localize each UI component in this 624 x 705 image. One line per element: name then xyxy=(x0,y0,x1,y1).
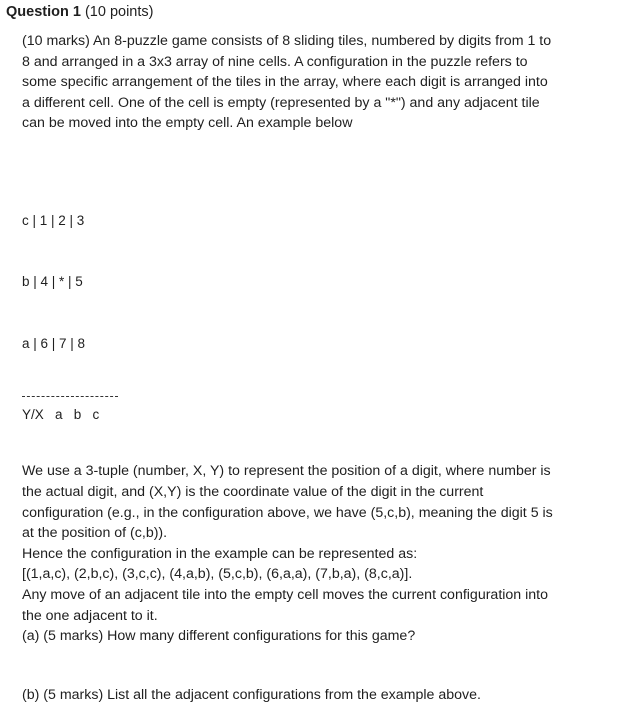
intro-line: some specific arrangement of the tiles in the array, where each digit is arranged into xyxy=(22,74,548,91)
grid-divider xyxy=(22,396,118,397)
grid-row-b: b | 4 | * | 5 xyxy=(22,274,83,290)
body-line: the one adjacent to it. xyxy=(22,607,158,624)
grid-row-a: a | 6 | 7 | 8 xyxy=(22,335,86,351)
body-line: Any move of an adjacent tile into the empty cell moves the current configuration into xyxy=(22,587,549,604)
intro-paragraph xyxy=(22,31,618,134)
body-line: [(1,a,c), (2,b,c), (3,c,c), (4,a,b), (5,c,b), (6,a,a), (7,b,a), (8,c,a)]. xyxy=(22,566,413,583)
intro-line: can be moved into the empty cell. An example below xyxy=(22,115,353,132)
body-line: Hence the configuration in the example can be represented as: xyxy=(22,545,418,562)
part-a-question: (a) (5 marks) How many different configurations for this game? xyxy=(22,628,416,645)
question-title: Question 1 xyxy=(6,4,81,20)
grid-row-c: c | 1 | 2 | 3 xyxy=(22,212,85,228)
question-body xyxy=(22,31,618,705)
intro-line: (10 marks) An 8-puzzle game consists of 8 sliding tiles, numbered by digits from 1 to xyxy=(22,33,552,49)
explanation-paragraph xyxy=(22,461,618,646)
question-points: (10 points) xyxy=(84,4,154,20)
part-b-question xyxy=(22,685,618,705)
intro-line: a different cell. One of the cell is empty (represented by a "*") and any adjacent tile xyxy=(22,94,540,111)
puzzle-grid xyxy=(22,170,618,396)
body-line: at the position of (c,b)). xyxy=(22,525,168,542)
intro-line: 8 and arranged in a 3x3 array of nine cells. A configuration in the puzzle refers to xyxy=(22,53,528,70)
body-line: We use a 3-tuple (number, X, Y) to represent the position of a digit, where number is xyxy=(22,463,551,480)
part-b-text: (b) (5 marks) List all the adjacent configurations from the example above. xyxy=(22,686,481,703)
question-header xyxy=(6,2,153,22)
axis-label: Y/X a b c xyxy=(22,407,100,423)
body-line: the actual digit, and (X,Y) is the coordinate value of the digit in the current xyxy=(22,484,484,501)
body-line: configuration (e.g., in the configuration above, we have (5,c,b), meaning the digit 5 is xyxy=(22,504,553,521)
